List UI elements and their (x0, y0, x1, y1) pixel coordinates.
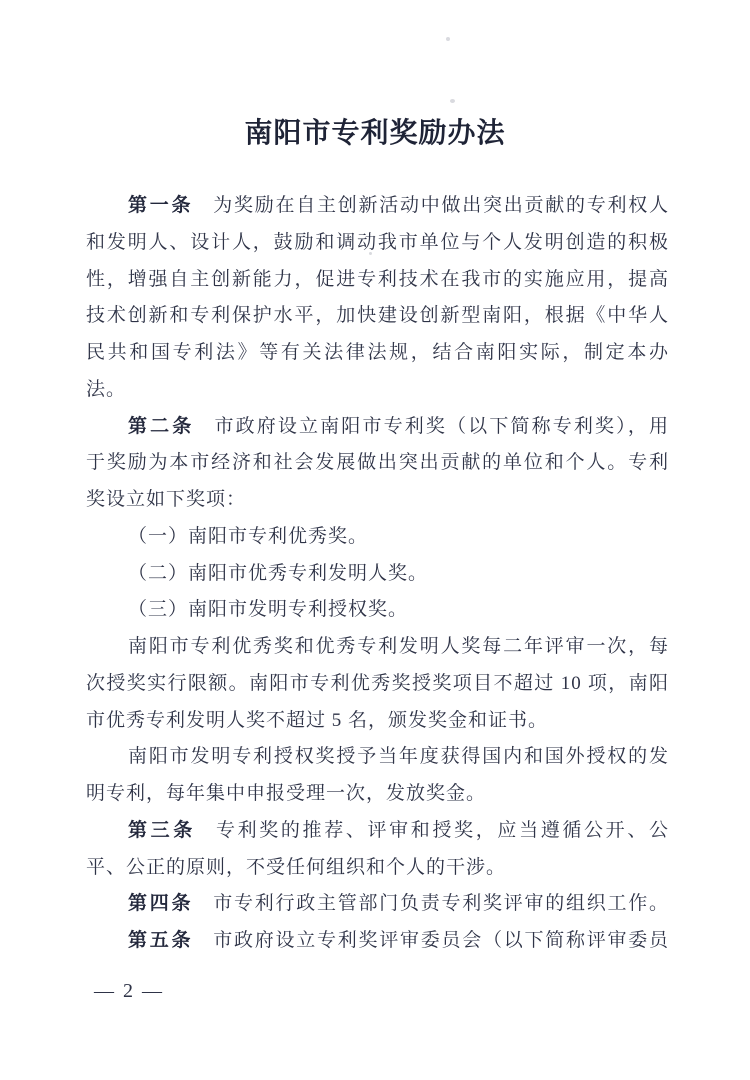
scan-speck (446, 37, 450, 41)
doc-line (86, 262, 669, 299)
doc-line (86, 188, 669, 225)
line-text: 为奖励在自主创新活动中做出突出贡献的专利权人 (213, 195, 669, 216)
line-text: 明专利，每年集中申报受理一次，发放奖金。 (86, 783, 487, 804)
doc-line (86, 519, 669, 556)
document-body (86, 188, 669, 960)
doc-line (86, 886, 669, 923)
doc-line (86, 592, 669, 629)
line-text: 平、公正的原则，不受任何组织和个人的干涉。 (86, 856, 507, 878)
doc-line (86, 850, 669, 887)
article-number: 第五条 (128, 930, 194, 951)
line-text: 市专利行政主管部门负责专利奖评审的组织工作。 (213, 893, 669, 915)
line-text: （一）南阳市专利优秀奖。 (128, 525, 369, 547)
doc-line (86, 335, 669, 372)
line-text: 次授奖实行限额。南阳市专利优秀奖授奖项目不超过 10 项，南阳 (86, 672, 669, 694)
doc-line (86, 556, 669, 593)
doc-line (86, 923, 669, 960)
doc-line (86, 409, 669, 446)
scan-speck (450, 99, 455, 103)
doc-line (86, 629, 669, 666)
line-text: 市优秀专利发明人奖不超过 5 名，颁发奖金和证书。 (86, 709, 549, 731)
doc-line (86, 225, 669, 262)
article-number: 第三条 (128, 819, 196, 841)
doc-line (86, 445, 669, 482)
doc-line (86, 739, 669, 776)
doc-line (86, 372, 669, 409)
line-text: （二）南阳市优秀专利发明人奖。 (128, 562, 429, 584)
line-text: 南阳市专利优秀奖和优秀专利发明人奖每二年评审一次，每 (128, 636, 669, 657)
article-number: 第二条 (128, 415, 195, 437)
line-text: 于奖励为本市经济和社会发展做出突出贡献的单位和个人。专利 (86, 452, 669, 474)
doc-line (86, 813, 669, 850)
doc-line (86, 298, 669, 335)
article-number: 第四条 (128, 893, 194, 915)
line-text: 市政府设立南阳市专利奖（以下简称专利奖），用 (214, 415, 669, 437)
line-text: 和发明人、设计人，鼓励和调动我市单位与个人发明创造的积极 (86, 231, 669, 253)
line-text: 专利奖的推荐、评审和授奖，应当遵循公开、公 (215, 819, 669, 841)
line-text: 民共和国专利法》等有关法律法规，结合南阳实际，制定本办 (86, 342, 669, 363)
line-text: 南阳市发明专利授权奖授予当年度获得国内和国外授权的发 (128, 746, 669, 768)
article-number: 第一条 (128, 195, 194, 216)
page-number: — 2 — (94, 980, 164, 1002)
line-text: 性，增强自主创新能力，促进专利技术在我市的实施应用，提高 (86, 268, 669, 290)
doc-line (86, 776, 669, 813)
line-text: 法。 (86, 378, 127, 400)
document-title: 南阳市专利奖励办法 (244, 118, 506, 149)
line-text: 市政府设立专利奖评审委员会（以下简称评审委员 (213, 930, 669, 951)
line-text: 技术创新和专利保护水平，加快建设创新型南阳，根据《中华人 (86, 305, 669, 327)
line-text: （三）南阳市发明专利授权奖。 (128, 599, 409, 621)
line-text: 奖设立如下奖项： (86, 489, 247, 510)
doc-line (86, 666, 669, 703)
doc-line (86, 482, 669, 519)
doc-line (86, 703, 669, 740)
